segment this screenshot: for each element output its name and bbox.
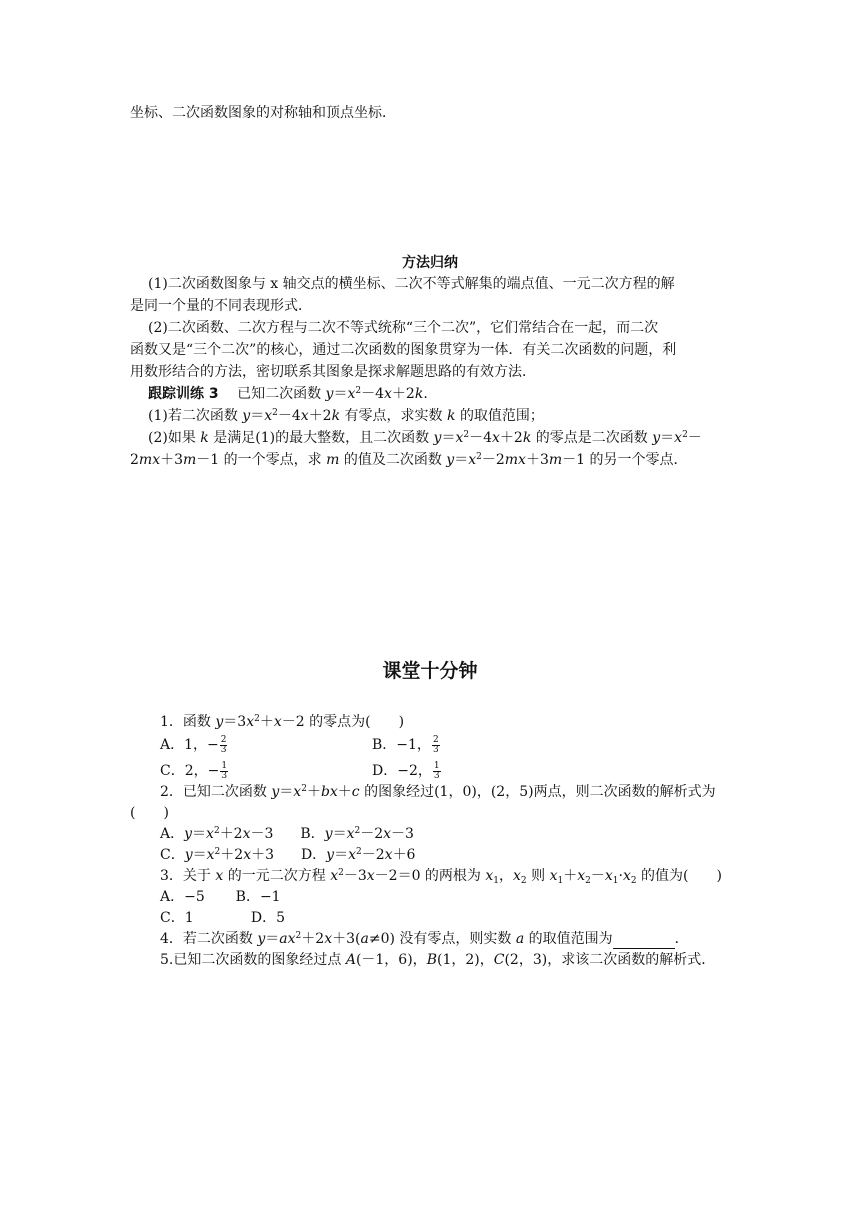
q1-option-d[interactable]: D．−2， $\frac{1}{3}$ <box>372 760 440 781</box>
practice-label: 跟踪训练 3 <box>148 386 219 402</box>
q3-stem: 3．关于 x 的一元二次方程 $x^2-3x-2=0$ 的两根为 $x_1$，$x_2$ 则 $x_1+x_2-x_1\cdot x_2$ 的值为( ) <box>160 868 722 886</box>
q2-option-b[interactable]: B．$y=x^2-2x-3$ <box>300 826 414 842</box>
q2-option-c[interactable]: C．$y=x^2+2x+3$ <box>160 847 275 863</box>
q3-option-a[interactable]: A．−5 <box>160 889 205 905</box>
fraction: $\frac{1}{3}$ <box>433 760 440 781</box>
q3-option-c[interactable]: C．1 <box>160 910 194 926</box>
answer-blank[interactable] <box>613 934 675 949</box>
q2-stem: 2．已知二次函数 $y=x^2+bx+c$ 的图象经过(1，0)，(2，5)两点，则二次函数的解析式为 <box>160 784 716 800</box>
method-p1-line1: (1)二次函数图象与 x 轴交点的横坐标、二次不等式解集的端点值、一元二次方程的解 <box>148 276 675 292</box>
practice-q1-line: (1)若二次函数 $y=x^2-4x+2k$ 有零点，求实数 k 的取值范围； <box>148 408 544 424</box>
q1-stem: 1．函数 $y=3x^2+x-2$ 的零点为( ) <box>160 714 405 730</box>
q2-option-a[interactable]: A．$y=x^2+2x-3$ <box>160 826 274 842</box>
q2-options-cd <box>160 845 415 865</box>
q4-stem: 4．若二次函数 $y=ax^2+2x+3(a\ne 0)$ 没有零点，则实数 a 的取值范围为 ． <box>160 931 689 947</box>
q1-option-b[interactable]: B．−1， $\frac{2}{3}$ <box>372 734 439 755</box>
practice-intro: 已知二次函数 <box>237 386 322 402</box>
method-p2-line3: 用数形结合的方法，密切联系其图象是探求解题思路的有效方法． <box>130 364 536 380</box>
q5-stem: 5.已知二次函数的图象经过点 A(－1，6)，B(1，2)，C(2，3)，求该二次函数的解析式． <box>160 952 716 968</box>
section-title: 课堂十分钟 <box>382 660 478 682</box>
practice-q2-line1: (2)如果 k 是满足(1)的最大整数，且二次函数 $y=x^2-4x+2k$ 的零点是二次函数 $y=x^2-$ <box>148 430 702 446</box>
q3-options-cd <box>160 908 285 928</box>
q3-option-d[interactable]: D．5 <box>250 910 286 926</box>
fraction: $\frac{2}{3}$ <box>432 734 439 755</box>
method-p2-line2: 函数又是“三个二次”的核心，通过二次函数的图象贯穿为一体．有关二次函数的问题，利 <box>130 342 677 358</box>
method-p1-line2: 是同一个量的不同表现形式． <box>130 298 312 314</box>
q2-options-ab <box>160 824 414 844</box>
fraction: $\frac{2}{3}$ <box>220 734 227 755</box>
fraction: $\frac{1}{3}$ <box>221 760 228 781</box>
q3-option-b[interactable]: B．−1 <box>235 889 281 905</box>
practice-intro-line: 跟踪训练 3 已知二次函数 $y=x^2-4x+2k$. <box>148 386 428 402</box>
method-heading: 方法归纳 <box>402 255 458 271</box>
q3-options-ab <box>160 887 281 907</box>
q1-option-c[interactable]: C．2，− $\frac{1}{3}$ <box>160 760 228 781</box>
top-continuation-line: 坐标、二次函数图象的对称轴和顶点坐标． <box>130 105 396 121</box>
q2-answer-paren: ( ) <box>130 805 169 821</box>
q2-option-d[interactable]: D．$y=x^2-2x+6$ <box>300 847 416 863</box>
practice-q2-line2: 2mx＋3m－1 的一个零点，求 m 的值及二次函数 $y=x^2-2mx+3m-1$ 的另一个零点． <box>130 452 688 468</box>
method-p2-line1: (2)二次函数、二次方程与二次不等式统称“三个二次”，它们常结合在一起，而二次 <box>148 320 659 336</box>
q1-option-a[interactable]: A．1，− $\frac{2}{3}$ <box>160 734 227 755</box>
